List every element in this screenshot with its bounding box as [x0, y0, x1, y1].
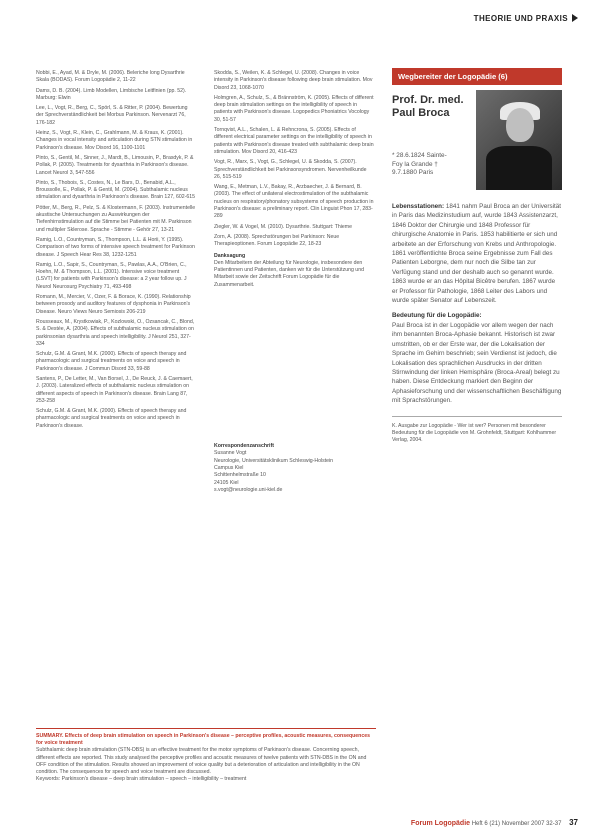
- korrespondenz-title: Korrespondenzanschrift: [214, 443, 274, 450]
- reference-item: Pinto, S., Gentil, M., Sinner, J., Mardt, B., Limousin, P., Brasdyk, P. & Pollak, P. (2005). Treatments for dysarthria in Parkinson's disease. Lancet Neurol 3, 547-556: [36, 154, 194, 176]
- reference-item: Ramig, L.O., Countryman, S., Thompson, L.L. & Horii, Y. (1995). Comparison of two forms of intensive speech treatment for Parkinson disease. J Speech Hear Res 38, 1232-1251: [36, 236, 195, 258]
- lebensstationen-label: Lebensstationen:: [392, 203, 445, 210]
- reference-item: Dams, D. B. (2004). Limb Modellen, Limbische Leitfinien (pp. 52). Marburg: Elwin: [36, 87, 187, 101]
- reference-item: Schulz, G.M. & Grant, M.K. (2000). Effects of speech therapy and pharmacologic and surgical treatments on voice and speech in Parkinson's disease. J Commun Disord 33, 59-88: [36, 351, 187, 372]
- address-line: Susanne Vogt: [214, 450, 247, 457]
- danksagung-title: Danksagung: [214, 252, 246, 259]
- korrespondenz-address: [214, 450, 374, 494]
- reference-item: Skodda, S., Weilen, K. & Schlegel, U. (2008). Changes in voice intensity in Parkinson's disease following deep brain stimulation. Mov Disord 23, 1068-1070: [214, 70, 373, 91]
- summary-text: Subthalamic deep brain stimulation (STN-DBS) is an effective treatment for the motor symptoms of Parkinson's disease. Concerning speech, different effects are reported. This study analysed the perceptive profiles and acoustic measures of twelve patients with STN-DBS in the ON and OFF condition of the stimulation. Results showed an improvement of voice quality but a deterioration of articulation and intelligibility in the ON condition. The consequences for speech and voice treatment are discussed.: [36, 747, 367, 776]
- sidebar-broca: [392, 68, 562, 443]
- reference-item: Heinz, S., Vogt, R., Klein, C., Grahlmann, M. & Kraus, K. (2001). Changes in vocal intensity and articulation during STN stimulation in Parkinson's disease. Mov Disord 16, 1100-1101: [36, 130, 193, 151]
- reference-item: Zorn, A. (2008). Sprechstörungen bei Parkinson: Neue Therapieoptionen. Forum Logopädie 22, 18-23: [214, 233, 340, 248]
- reference-item: Schulz, G.M. & Grant, M.K. (2000). Effects of speech therapy and pharmacologic and surgical treatments on voice and speech in Parkinson's disease.: [36, 408, 187, 429]
- danksagung-text: Den Mitarbeitern der Abteilung für Neurologie, insbesondere den Patientinnen und Patienten, danken wir für die Unterstützung und Mitarbeit sowie der Zeitschrift Forum Logopädie für die Zusammenarbeit.: [214, 259, 364, 288]
- person-name: Prof. Dr. med. Paul Broca: [392, 94, 464, 119]
- reference-item: Pötter, M., Berg, R., Pelz, S. & Klostermann, F. (2003). Instrumentelle akustische Untersuchungen zu Auswirkungen der Tiefenhirnstimulation auf die Stimme bei Patienten mit M. Parkinson und multipler Sklerose. Sprache - Stimme - Gehör 27, 13-21: [36, 204, 196, 233]
- reference-item: Pinto, S., Thobois, S., Costes, N., Le Bars, D., Benabid, A.L., Broussolle, E., Pollak, P. & Gentil, M. (2004). Subthalamic nucleus stimulation and dysarthria in Parkinson's disease. Brain 127, 602-615: [36, 179, 196, 201]
- reference-item: Romann, M., Mercier, V., Ozer, F. & Borace, K. (1990). Relationship between prosody and auditory features of dysphonia in Parkinson's Disease. Neuro Views Neuro Semiosis 206-219: [36, 294, 191, 315]
- address-line: Schittenhelmstraße 10: [214, 472, 266, 479]
- issue-info: Heft 6 (21) November 2007 32-37: [471, 821, 562, 827]
- references-column-1: [36, 70, 196, 433]
- reference-item: Nobbi, E., Ayad, M. & Dryle, M. (2006). Beleriche long Dysarthrie Skala (BODAS). Forum Logopädie 2, 11-22: [36, 70, 185, 84]
- reference-item: Ziegler, W. & Vogel, M. (2010). Dysarthrie. Stuttgart: Thieme: [214, 223, 353, 230]
- magazine-name: Forum Logopädie: [410, 820, 471, 827]
- arrow-right-icon: [572, 14, 578, 22]
- address-line: s.vogt@neurologie.uni-kiel.de: [214, 486, 283, 493]
- bedeutung-text: Paul Broca ist in der Logopädie vor allem wegen der nach ihm benannten Broca-Aphasie bekannt. Historisch ist zwar umstritten, ob er der Erste war, der die Lokalisation der Sprache im Gehirn beschrieb; sein Verdienst ist jedoch, die Lokalisation des sprachlichen Ausdrucks in der dritten Stirnwindung der linken Hemisphäre (Broca-Areal) belegt zu haben. Diese Entdeckung markiert den Beginn der Aphasieforschung und der wissenschaftlichen Beschäftigung mit Sprachstörungen.: [392, 321, 562, 405]
- reference-item: Vogt, R., Marx, S., Vogt, G., Schlegel, U. & Skodda, S. (2007). Sprechverständlichkeit bei Parkinsonsyndromen. Nervenheilkunde 26, 515-519: [214, 159, 367, 180]
- reference-item: Wang, E., Metman, L.V., Bakay, R., Arzbaecher, J. & Bernard, B. (2003). The effect of unilateral electrostimulation of the subthalamic nucleus on respiratory/phonatory subsystems of speech production in Parkinson's disease: a preliminary report. Clin Linguist Phon 17, 283-289: [214, 184, 374, 220]
- page-number: 37: [569, 818, 578, 827]
- reference-item: Santens, P., De Letter, M., Van Borsel, J., De Reuck, J. & Caemaert, J. (2003). Lateralized effects of subthalamic nucleus stimulation on different aspects of speech in Parkinson's disease. Brain Lang 87, 253-258: [36, 375, 193, 404]
- address-line: Campus Kiel: [214, 464, 244, 471]
- address-line: 24105 Kiel: [214, 479, 239, 486]
- section-header: THEORIE UND PRAXIS: [474, 14, 578, 23]
- sidebar-title: Wegbereiter der Logopädie (6): [392, 68, 562, 85]
- page-footer: [411, 818, 578, 827]
- reference-item: Lee, L., Vogt, R., Berg, C., Spörl, S. & Ritter, P. (2004). Bewertung der Sprechverständlichkeit bei Morbus Parkinson. Nervenarzt 76, 176-182: [36, 105, 188, 126]
- english-summary: [36, 728, 376, 783]
- lebensstationen-text: 1841 nahm Paul Broca an der Universität in Paris das Medizinstudium auf, wurde 1843 Assistenzarzt, 1846 Doktor der Chirurgie und 1848 Professor für chirurgische Anatomie in Paris. 1853 habilitierte er sich und arbeitete an der Erforschung von Krebs und Anthropologie. 1861 veröffentlichte Broca seine Ergebnisse zum Fall des Patienten Leborgne, dem nur noch die Silbe tan zur Verfügung stand und der deshalb auch so genannt wurde. 1863 wurde er an das Hôpital Bicêtre berufen. 1867 wurde er Professor für Pathologie, 1868 Leiter des Labors und wurde später Senator auf Lebenszeit.: [392, 203, 562, 305]
- reference-item: Holmgren, A., Schulz, S., & Brännström, K. (2005). Effects of different deep brain stimulation settings on the intelligibility of speech in patients with Parkinson's disease. Logopedics Phoniatrics Vocology 30, 51-57: [214, 94, 374, 123]
- sidebar-source-note: K. Ausgabe zur Logopädie - Wer ist wer? Personen mit besonderer Bedeutung für die Logopädie von M. Grohnfeldt, Stuttgart: Kohlhammer Verlag, 2004.: [392, 416, 562, 444]
- summary-keywords: Keywords: Parkinson's disease – deep brain stimulation – speech – intelligibility – treatment: [36, 776, 247, 783]
- sidebar-body: [392, 202, 562, 444]
- references-column-2: [214, 70, 374, 494]
- reference-item: Rousseaux, M., Krystkowiak, P., Kozlowski, O., Ozsancak, C., Blond, S. & Destée, A. (2004). Effects of subthalamic nucleus stimulation on parkinsonian dysarthria and speech intelligibility. J Neurol 251, 327-334: [36, 318, 195, 347]
- portrait-photo: [476, 90, 562, 190]
- person-dates: * 28.6.1824 Sainte-Foy la Grande † 9.7.1880 Paris: [392, 152, 447, 177]
- summary-title: SUMMARY. Effects of deep brain stimulation on speech in Parkinson's disease – perceptive profiles, acoustic measures, consequences for voice treatment: [36, 733, 371, 747]
- reference-item: Tornqvist, A.L., Schalen, L. & Rehncrona, S. (2005). Effects of different electrical parameter settings on the intelligibility of speech in patients with Parkinson's disease treated with subthalamic deep brain stimulation. Mov Disord 20, 416-423: [214, 127, 374, 155]
- bedeutung-label: Bedeutung für die Logopädie:: [392, 312, 482, 320]
- reference-item: Ramig, L.O., Sapir, S., Countryman, S., Pawlas, A.A., O'Brien, C., Hoehn, M. & Thompson, L.L. (2001). Intensive voice treatment (LSVT) for patients with Parkinson's disease: a 2 year follow up. J Neurol Neurosurg Psychiatry 71, 493-498: [36, 261, 187, 290]
- address-line: Neurologie, Universitätsklinikum Schleswig-Holstein: [214, 457, 334, 464]
